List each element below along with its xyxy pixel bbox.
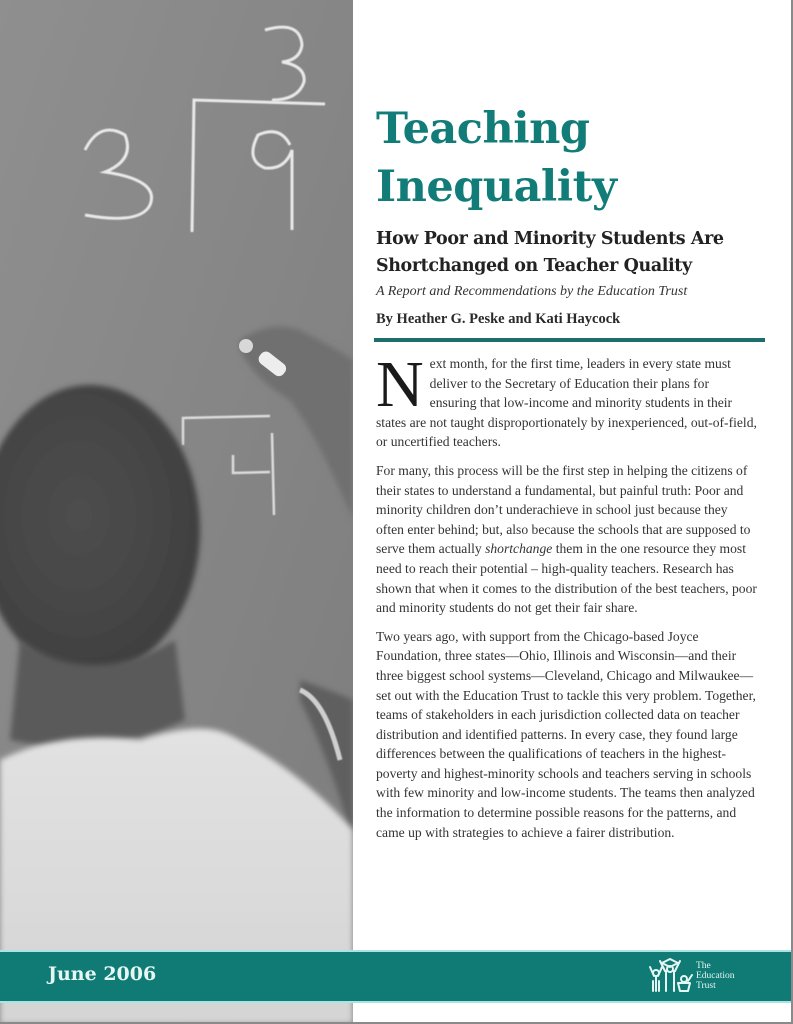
divider-rule bbox=[374, 338, 765, 342]
title-line-1: Teaching bbox=[376, 104, 590, 154]
drop-cap: N bbox=[376, 348, 424, 421]
title-line-2: Inequality bbox=[376, 162, 617, 212]
byline: By Heather G. Peske and Kati Haycock bbox=[376, 311, 621, 327]
paragraph-3 bbox=[376, 627, 758, 843]
cover-photo bbox=[0, 0, 353, 1024]
publication-date: June 2006 bbox=[48, 963, 157, 985]
subtitle-line-1: How Poor and Minority Students Are bbox=[376, 229, 724, 249]
report-tagline: A Report and Recommendations by the Education Trust bbox=[376, 284, 688, 299]
paragraph-2-text-a: For many, this process will be the first step in helping the citizens of their states to understand a fundamental, but painful truth: Poor and minority children don’t underachieve in school just because they often enter behind; but, also because the schools that are supposed to serve them actually bbox=[376, 462, 751, 557]
body-text bbox=[376, 348, 758, 842]
subtitle-line-2: Shortchanged on Teacher Quality bbox=[376, 256, 692, 276]
paragraph-1-text: ext month, for the first time, leaders in every state must deliver to the Secretary of Education their plans for ensuring that low-income and minority students in their states are not taught disproportionately by inexperienced, out-of-field, or uncertified teachers. bbox=[376, 356, 757, 450]
fingertip bbox=[239, 339, 253, 353]
children-with-raised-arms-icon bbox=[648, 957, 694, 997]
logo-text-line-2: Education bbox=[696, 971, 735, 981]
logo-wordmark bbox=[696, 961, 735, 991]
paragraph-3-text: Two years ago, with support from the Chicago-based Joyce Foundation, three states—Ohio, Illinois and Wisconsin—and their three biggest school systems—Cleveland, Chicago and Milwaukee—set out with the Education Trust to tackle this very problem. Together, teams of stakeholders in each jurisdiction collected data on teacher distribution and identified patterns. In every case, they found large differences between the qualifications of teachers in the highest-poverty and highest-minority schools and teachers serving in schools with few minority and low-income students. The teams then analyzed the information to determine possible reasons for the patterns, and came up with strategies to achieve a fairer distribution. bbox=[376, 628, 756, 840]
report-title bbox=[376, 100, 766, 216]
paragraph-1 bbox=[376, 348, 758, 452]
education-trust-logo bbox=[648, 957, 748, 997]
logo-text-line-1: The bbox=[696, 961, 711, 971]
paragraph-2 bbox=[376, 461, 758, 618]
paragraph-2-text-b: them in the one resource they most need to reach their potential – high-quality teachers. Research has shown that when it comes to the distribution of the best teachers, poor and minority students do not get their fair share. bbox=[376, 541, 757, 616]
emphasis-shortchange: shortchange bbox=[485, 541, 553, 557]
footer-band bbox=[0, 950, 791, 1003]
report-subtitle bbox=[376, 226, 766, 280]
cover-text-column bbox=[376, 100, 766, 851]
logo-text-line-3: Trust bbox=[696, 981, 716, 991]
chalkboard-photo-illustration bbox=[0, 0, 353, 1024]
